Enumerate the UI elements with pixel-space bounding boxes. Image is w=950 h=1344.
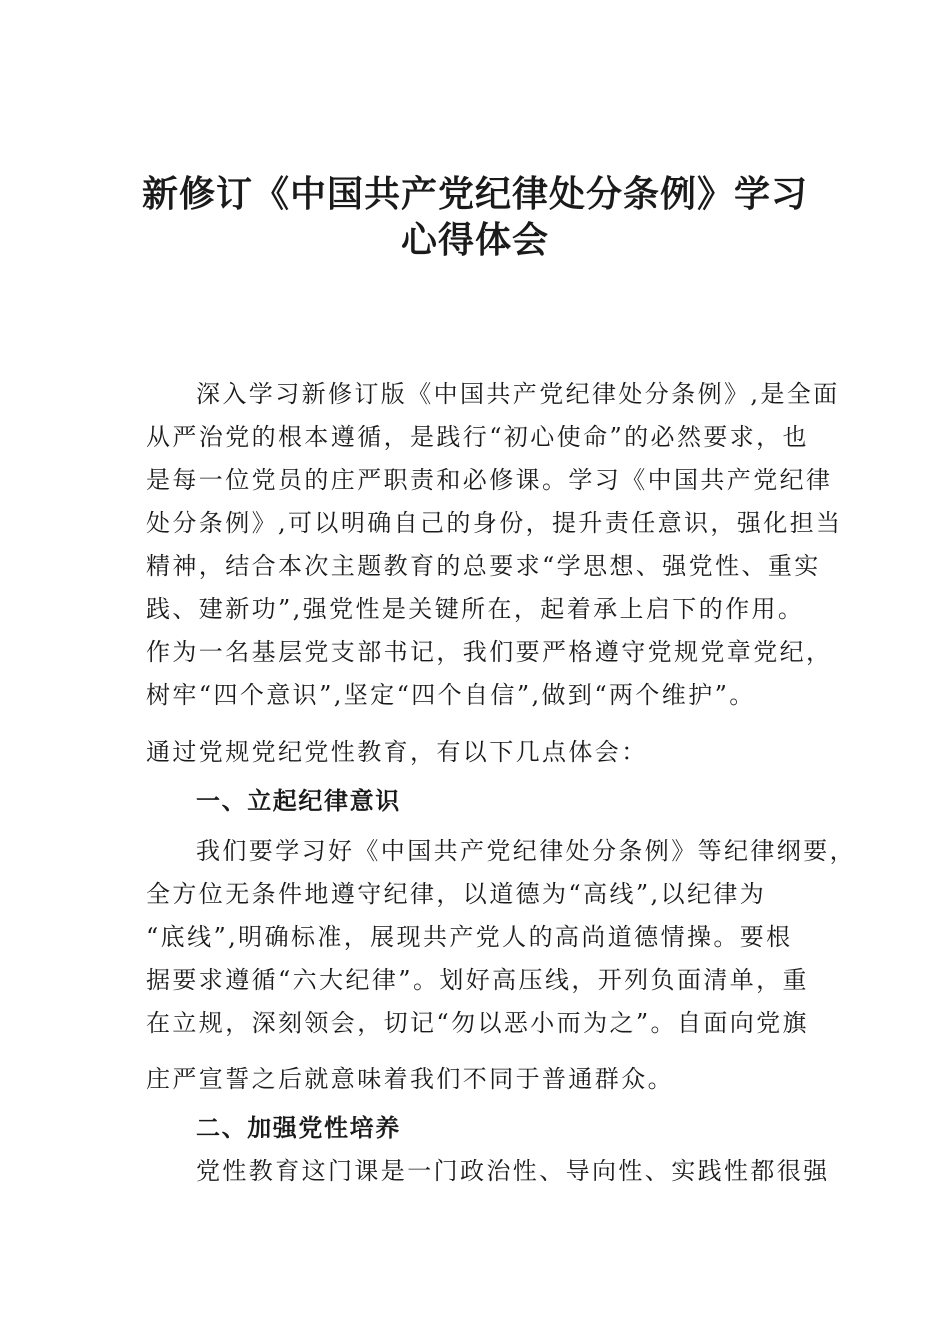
paragraph-1-line: 深入学习新修订版《中国共产党纪律处分条例》,是全面 [196,380,840,408]
paragraph-1-line: 从严治党的根本遵循，是践行“初心使命”的必然要求，也 [146,423,809,451]
paragraph-1-line: 处分条例》,可以明确自己的身份，提升责任意识，强化担当 [146,509,843,537]
paragraph-1-line: 精神，结合本次主题教育的总要求“学思想、强党性、重实 [146,552,821,580]
paragraph-2: 通过党规党纪党性教育，有以下几点体会： [146,738,648,766]
paragraph-3-line: 全方位无条件地遵守纪律，以道德为“高线”,以纪律为 [146,880,767,908]
paragraph-1-line: 践、建新功”,强党性是关键所在，起着承上启下的作用。 [146,595,805,623]
paragraph-4-line: 党性教育这门课是一门政治性、导向性、实践性都很强 [196,1157,830,1185]
document-title-line-2: 心得体会 [400,220,549,261]
paragraph-3-line: 庄严宣誓之后就意味着我们不同于普通群众。 [146,1065,674,1093]
section-heading-2: 二、加强党性培养 [196,1114,401,1142]
paragraph-1-line: 是每一位党员的庄严职责和必修课。学习《中国共产党纪律 [146,466,833,494]
document-title-line-1: 新修订《中国共产党纪律处分条例》学习 [141,174,808,215]
paragraph-3-line: 在立规，深刻领会，切记“勿以恶小而为之”。自面向党旗 [146,1009,809,1037]
paragraph-3-line: 据要求遵循“六大纪律”。划好高压线，开列负面清单，重 [146,966,809,994]
section-heading-1: 一、立起纪律意识 [196,787,401,815]
paragraph-1-line: 树牢“四个意识”,坚定“四个自信”,做到“两个维护”。 [146,681,756,709]
paragraph-1-line: 作为一名基层党支部书记，我们要严格遵守党规党章党纪， [146,638,833,666]
paragraph-3-line: 我们要学习好《中国共产党纪律处分条例》等纪律纲要， [196,837,856,865]
paragraph-3-line: “底线”,明确标准，展现共产党人的高尚道德情操。要根 [146,923,793,951]
